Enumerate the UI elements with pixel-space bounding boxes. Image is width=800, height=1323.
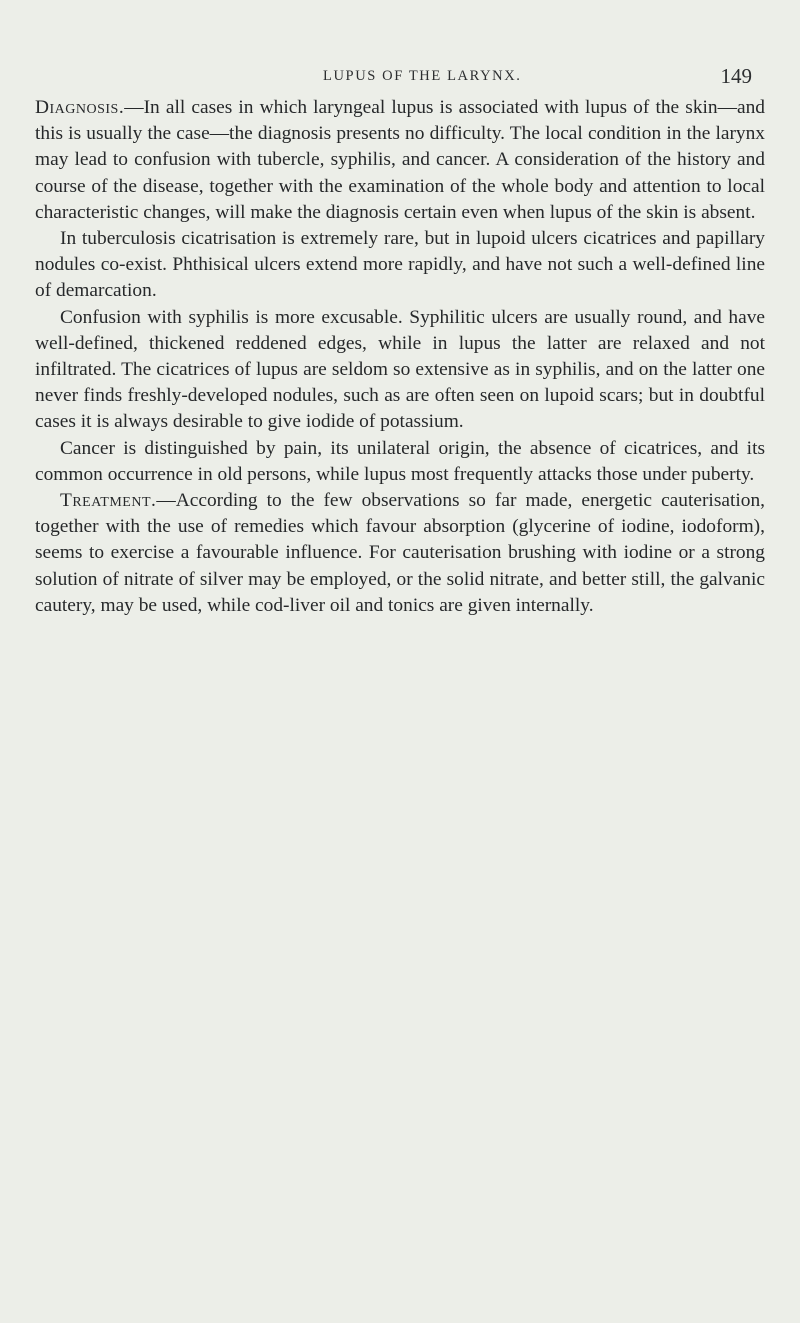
- paragraph-syphilis: Confusion with syphilis is more excusable. Syphilitic ulcers are usually round, and have well-defined, thickened reddened edges, while in lupus the latter are relaxed and not infiltrated. The cicatrices of lupus are seldom so extensive as in syphilis, and on the latter one never finds freshly-developed nodules, such as are often seen on lupoid scars; but in doubtful cases it is always desirable to give iodide of potassium.: [35, 306, 765, 433]
- paragraph-cancer: Cancer is distinguished by pain, its unilateral origin, the absence of cicatrices, and its common occurrence in old persons, while lupus most frequently attacks those under puberty.: [35, 437, 765, 485]
- section-heading-treatment: Treatment.: [60, 490, 157, 512]
- paragraph-tuberculosis: In tuberculosis cicatrisation is extremely rare, but in lupoid ulcers cicatrices and papillary nodules co-exist. Phthisical ulcers extend more rapidly, and have not such a well-defined line of demarcation.: [35, 228, 765, 302]
- running-head: [68, 64, 752, 90]
- section-heading-diagnosis: Diagnosis.: [35, 97, 125, 118]
- page-number: 149: [720, 64, 752, 88]
- paragraph-diagnosis: [35, 95, 765, 226]
- paragraph-text: —According to the few observations so far made, energetic cauterisation, together with the use of remedies which favour absorption (glycerine of iodine, iodoform), seems to exercise a favourable influence. For cauterisation brushing with iodine or a strong solution of nitrate of silver may be employed, or the solid nitrate, and better still, the galvanic cautery, may be used, while cod-liver oil and tonics are given internally.: [35, 490, 765, 616]
- paragraph-treatment: [35, 488, 765, 619]
- running-title: LUPUS OF THE LARYNX.: [323, 68, 522, 84]
- paragraph-text: —In all cases in which laryngeal lupus is associated with lupus of the skin—and this is usually the case—the diagnosis presents no difficulty. The local condition in the larynx may lead to confusion with tubercle, syphilis, and cancer. A consideration of the history and course of the disease, together with the examination of the whole body and attention to local characteristic changes, will make the diagnosis certain even when lupus of the skin is absent.: [35, 97, 765, 223]
- body-text: [35, 95, 765, 619]
